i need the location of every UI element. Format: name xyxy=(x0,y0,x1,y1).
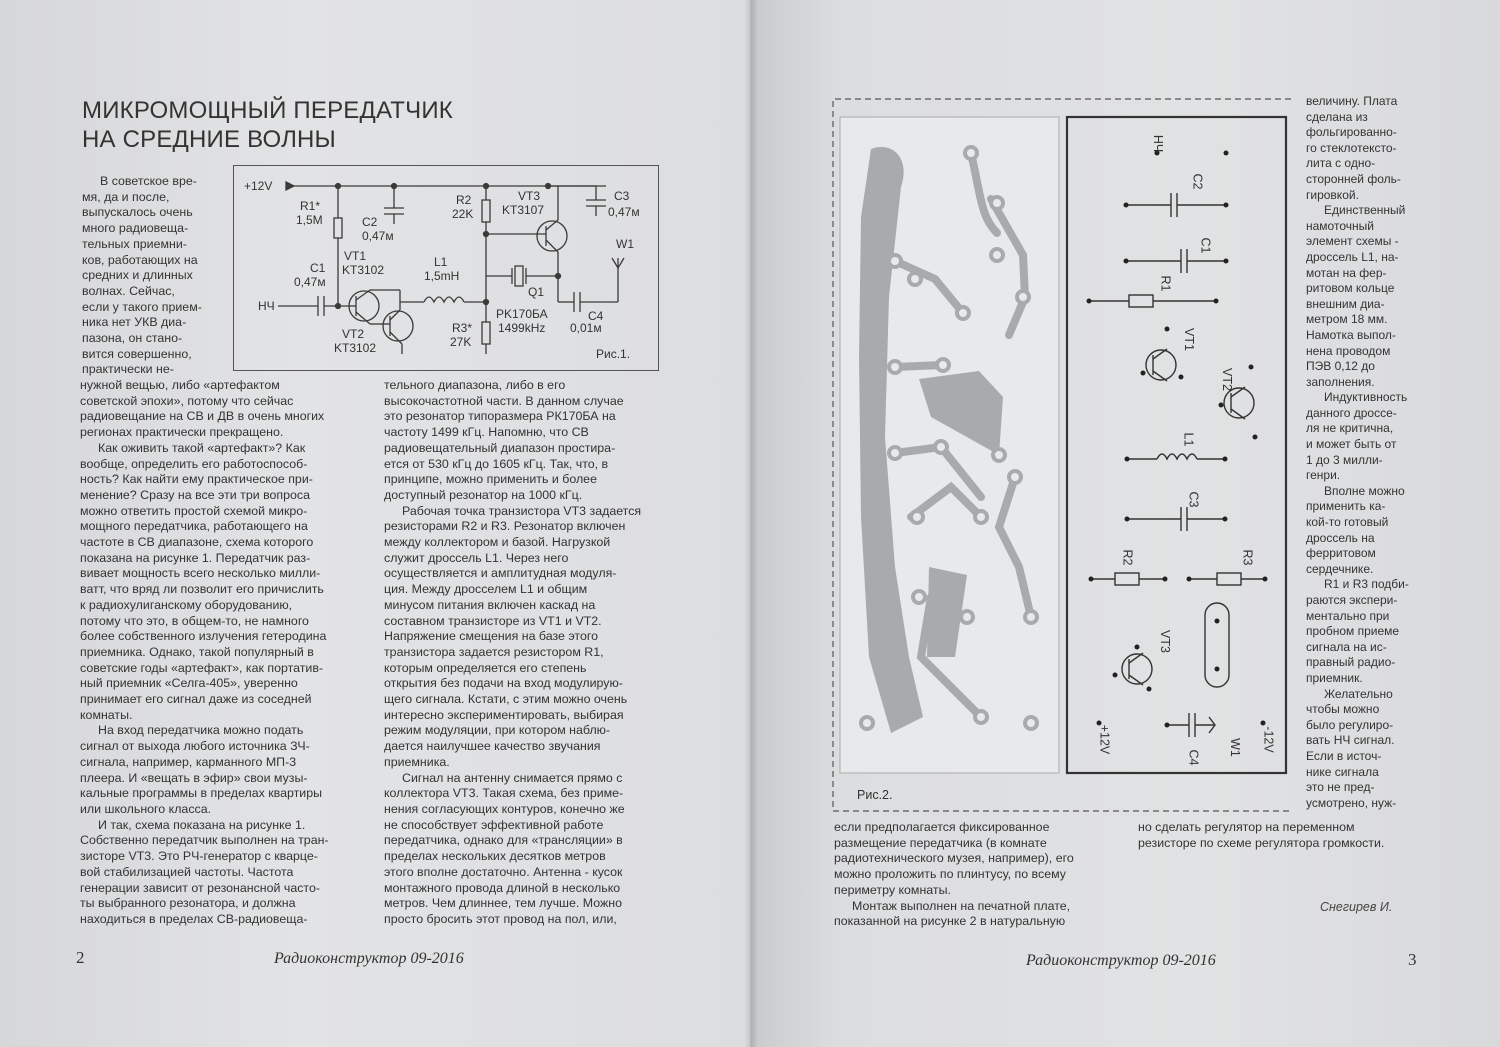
text-line: практически не- xyxy=(82,362,174,377)
text-line: Желательно xyxy=(1324,686,1393,701)
text-line: И так, схема показана на рисунке 1. xyxy=(98,817,306,832)
text-line: принципе, можно применить и более xyxy=(384,472,597,487)
text-line: периметру комнаты. xyxy=(834,882,951,897)
text-line: было регулиро- xyxy=(1306,717,1394,732)
text-line: R1 и R3 подби- xyxy=(1324,577,1409,592)
text-line: это резонатор типоразмера РК170БА на xyxy=(384,409,616,424)
pcb-label-vt1: VT1 xyxy=(1181,328,1196,351)
text-line: намоточный xyxy=(1306,218,1374,233)
label-c1-value: 0,47м xyxy=(294,275,326,289)
text-line: Вполне можно xyxy=(1324,483,1405,498)
text-line: пазона, он стано- xyxy=(82,331,183,346)
right-narrow-column xyxy=(1306,94,1416,811)
pcb-label-l1: L1 xyxy=(1181,432,1196,447)
pcb-label-r1: R1 xyxy=(1158,275,1173,292)
text-line: радиотехнического музея, например), его xyxy=(834,851,1074,866)
text-line: показанной на рисунке 2 в натуральную xyxy=(834,914,1066,929)
text-line: высокочастотной части. В данном случае xyxy=(384,393,624,408)
text-line: приемника. xyxy=(384,754,450,769)
left-footer-magazine: Радиоконструктор 09-2016 xyxy=(274,950,464,967)
text-line: приемник. xyxy=(1306,670,1363,685)
text-line: данного дроссе- xyxy=(1306,405,1397,420)
text-line: ется от 530 кГц до 1605 кГц. Так, что, в xyxy=(384,456,609,471)
label-vt2: VT2 xyxy=(342,327,365,341)
text-line: ментально при xyxy=(1306,608,1390,623)
text-line: коллектора VT3. Такая схема, без приме- xyxy=(384,786,624,801)
label-r2-value: 22K xyxy=(452,207,474,221)
text-line: пределах нескольких десятков метров xyxy=(384,849,606,864)
article-title-line-2: НА СРЕДНИЕ ВОЛНЫ xyxy=(82,126,337,153)
label-c3-value: 0,47м xyxy=(608,205,640,219)
text-line: вать НЧ сигнал. xyxy=(1306,733,1395,748)
text-line: В советское вре- xyxy=(100,174,197,188)
label-w1: W1 xyxy=(616,237,634,251)
text-line: выпускалось очень xyxy=(82,205,193,220)
pcb-label-c1: C1 xyxy=(1198,237,1213,254)
text-line: доступный резонатор на 1000 кГц. xyxy=(384,487,583,502)
text-line: не способствует эффективной работе xyxy=(384,817,604,832)
text-line: заполнения. xyxy=(1306,374,1375,389)
label-c3: C3 xyxy=(614,189,630,203)
text-line: служит дроссель L1. Через него xyxy=(384,550,569,565)
text-line: много радиовеща- xyxy=(82,221,189,236)
text-line: вообще, определить его работоспособ- xyxy=(80,456,308,471)
text-line: менение? Сразу на все эти три вопроса xyxy=(80,487,310,502)
text-line: вивает мощность всего несколько милли- xyxy=(80,566,321,581)
text-line: сигнала, например, карманного МП-3 xyxy=(80,754,297,769)
text-line: кой-то готовый xyxy=(1306,515,1389,530)
text-line: Сигнал на антенну снимается прямо с xyxy=(402,770,623,785)
text-line: но сделать регулятор на переменном xyxy=(1138,820,1355,834)
text-line: нения согласующих контуров, конечно же xyxy=(384,801,625,816)
label-resonator: PK170БА xyxy=(496,307,548,321)
pcb-label-w1: W1 xyxy=(1227,738,1242,757)
text-line: показана на рисунке 1. Передатчик раз- xyxy=(80,550,311,565)
text-line: потому что это, в общем-то, не намного xyxy=(80,613,309,628)
text-line: тельных приемни- xyxy=(82,236,187,251)
pcb-label-r2: R2 xyxy=(1120,549,1135,566)
text-line: мотан на фер- xyxy=(1306,265,1387,280)
text-line: сердечнике. xyxy=(1306,561,1374,576)
label-vt1-value: KT3102 xyxy=(342,263,385,277)
text-line: дроссель L1, на- xyxy=(1306,249,1399,264)
text-line: На вход передатчика можно подать xyxy=(98,723,304,738)
text-line: чтобы можно xyxy=(1306,702,1380,717)
text-line: вится совершенно, xyxy=(82,346,192,361)
text-line: монтажного провода длиной в несколько xyxy=(384,880,621,895)
text-line: фольгированно- xyxy=(1306,125,1397,140)
text-line: дроссель на xyxy=(1306,530,1375,545)
pcb-label-c3: C3 xyxy=(1186,491,1201,508)
text-line: лита с одно- xyxy=(1306,156,1376,171)
pcb-drawing xyxy=(831,97,1293,815)
text-line: сторонней фоль- xyxy=(1306,171,1401,186)
text-line: вой стабилизацией частоты. Частота xyxy=(80,864,294,879)
text-line: интересно экспериментировать, выбирая xyxy=(384,707,624,722)
text-line: и может быть от xyxy=(1306,437,1397,452)
text-line: находиться в пределах СВ-радиовеща- xyxy=(80,911,308,926)
text-line: если предполагается фиксированное xyxy=(834,820,1050,834)
pcb-label-c4: C4 xyxy=(1186,749,1201,766)
text-line: комнаты. xyxy=(80,707,133,722)
label-q1: Q1 xyxy=(528,285,545,299)
text-line: Индуктивность xyxy=(1324,390,1408,405)
text-line: правный радио- xyxy=(1306,655,1396,670)
label-r2: R2 xyxy=(456,193,472,207)
text-line: 1 до 3 милли- xyxy=(1306,452,1383,467)
text-line: ритовом кольце xyxy=(1306,281,1395,296)
label-vt3: VT3 xyxy=(518,189,541,203)
text-line: Собственно передатчик выполнен на тран- xyxy=(80,833,329,848)
text-line: метром 18 мм. xyxy=(1306,312,1388,327)
label-c2-value: 0,47м xyxy=(362,229,394,243)
label-r1-value: 1,5M xyxy=(296,213,323,227)
text-line: сигнал от выхода любого источника ЗЧ- xyxy=(80,739,310,754)
label-resonator-frequency: 1499kHz xyxy=(498,321,546,335)
text-line: Рабочая точка транзистора VT3 задается xyxy=(402,503,642,518)
text-line: применить ка- xyxy=(1306,499,1386,514)
left-column-1 xyxy=(80,378,356,928)
text-line: которым определяется его степень xyxy=(384,660,587,675)
text-line: радиовещательный диапазон простира- xyxy=(384,440,616,455)
text-line: резисторами R2 и R3. Резонатор включен xyxy=(384,519,626,534)
text-line: ПЭВ 0,12 до xyxy=(1306,359,1375,374)
left-column-2 xyxy=(384,378,659,928)
text-line: просто бросить этот провод на пол, или, xyxy=(384,911,617,926)
label-nch-input: НЧ xyxy=(258,299,275,313)
text-line: нена проводом xyxy=(1306,343,1391,358)
pcb-label-nch: НЧ xyxy=(1151,134,1166,153)
text-line: можно ответить простой схемой микро- xyxy=(80,503,308,518)
text-line: ность? Как найти ему практическое при- xyxy=(80,472,313,487)
text-line: нужной вещью, либо «артефактом xyxy=(80,378,280,392)
right-bottom-column-2 xyxy=(1138,820,1418,851)
text-line: Единственный xyxy=(1324,203,1406,218)
article-title xyxy=(82,96,453,154)
text-line: генри. xyxy=(1306,468,1341,483)
text-line: частоту 1499 кГц. Напомню, что СВ xyxy=(384,425,589,440)
text-line: радиовещание на СВ и ДВ в очень многих xyxy=(80,409,325,424)
right-footer-magazine: Радиоконструктор 09-2016 xyxy=(1026,952,1216,969)
label-vt1: VT1 xyxy=(344,249,367,263)
text-line: советской эпохи», потому что сейчас xyxy=(80,393,294,408)
pcb-label-minus12v: -12V xyxy=(1261,726,1276,753)
text-line: транзистора задается резистором R1, xyxy=(384,644,604,659)
text-line: Как оживить такой «артефакт»? Как xyxy=(98,440,306,455)
text-line: раются экспери- xyxy=(1306,593,1398,607)
text-line: Напряжение смещения на базе этого xyxy=(384,629,598,644)
pcb-label-plus12v: +12V xyxy=(1097,724,1112,755)
text-line: размещение передатчика (в комнате xyxy=(834,835,1047,850)
label-c1: C1 xyxy=(310,261,326,275)
text-line: нике сигнала xyxy=(1306,764,1379,779)
pcb-label-vt3: VT3 xyxy=(1157,630,1172,653)
right-page-number: 3 xyxy=(1408,950,1417,969)
text-line: более собственного излучения гетеродина xyxy=(80,629,327,644)
label-r3-value: 27K xyxy=(450,335,472,349)
text-line: ферритовом xyxy=(1306,546,1376,561)
pcb-label-c2: C2 xyxy=(1190,173,1205,190)
figure-1-caption: Рис.1. xyxy=(596,347,631,361)
text-line: го стеклотексто- xyxy=(1306,140,1397,155)
text-line: мя, да и после, xyxy=(82,189,170,204)
page-gutter xyxy=(744,0,758,1047)
text-line: плеера. И «вещать в эфир» свои музы- xyxy=(80,770,308,785)
text-line: Монтаж выполнен на печатной плате, xyxy=(852,898,1071,913)
article-author: Снегирев И. xyxy=(1320,900,1393,914)
text-line: величину. Плата xyxy=(1306,94,1398,108)
text-line: ция. Между дросселем L1 и общим xyxy=(384,582,588,597)
text-line: сделана из xyxy=(1306,109,1368,124)
text-line: сигнала на ис- xyxy=(1306,639,1387,654)
text-line: этого вполне достаточно. Антенна - кусок xyxy=(384,864,623,879)
text-line: минусом питания включен каскад на xyxy=(384,597,596,612)
text-line: ков, работающих на xyxy=(82,252,198,267)
pcb-label-r3: R3 xyxy=(1240,549,1255,566)
left-page-number: 2 xyxy=(76,948,85,967)
text-line: средних и длинных xyxy=(82,268,193,283)
text-line: зисторе VT3. Это РЧ-генератор с кварце- xyxy=(80,849,318,864)
text-line: ника нет УКВ диа- xyxy=(82,315,187,330)
text-line: частоте в СВ диапазоне, схема которого xyxy=(80,535,314,550)
text-line: Если в источ- xyxy=(1306,748,1382,763)
text-line: режим модуляции, при котором наблю- xyxy=(384,723,611,738)
right-bottom-column-1 xyxy=(834,820,1112,930)
text-line: Намотка выпол- xyxy=(1306,327,1396,342)
label-vt3-value: KT3107 xyxy=(502,203,545,217)
label-l1: L1 xyxy=(434,255,448,269)
pcb-label-vt2: VT2 xyxy=(1219,368,1234,391)
text-line: ля не критична, xyxy=(1306,421,1394,436)
text-line: генерации зависит от резонансной часто- xyxy=(80,880,320,895)
figure-2-pcb xyxy=(831,97,1293,815)
text-line: открытия без подачи на вход модулирую- xyxy=(384,676,623,691)
figure-1-schematic xyxy=(233,165,659,371)
text-line: гировкой. xyxy=(1306,187,1359,202)
text-line: тельного диапазона, либо в его xyxy=(384,378,566,392)
text-line: между коллектором и базой. Нагрузкой xyxy=(384,535,611,550)
label-plus12v: +12V xyxy=(244,179,273,193)
left-column-1-top xyxy=(82,174,215,378)
text-line: можно проложить по плинтусу, по всему xyxy=(834,867,1066,882)
text-line: ный приемник «Селга-405», уверенно xyxy=(80,676,298,691)
text-line: волнах. Сейчас, xyxy=(82,283,175,298)
label-c4-value: 0,01м xyxy=(570,321,602,335)
text-line: элемент схемы - xyxy=(1306,234,1399,249)
article-title-line-1: МИКРОМОЩНЫЙ ПЕРЕДАТЧИК xyxy=(82,97,453,124)
text-line: внешним диа- xyxy=(1306,296,1385,311)
text-line: метров. Чем длиннее, тем лучше. Можно xyxy=(384,896,622,911)
text-line: или школьного класса. xyxy=(80,801,212,816)
label-vt2-value: KT3102 xyxy=(334,341,377,355)
text-line: составном транзисторе из VT1 и VT2. xyxy=(384,613,602,628)
label-r1: R1* xyxy=(300,199,321,213)
text-line: приемника. Однако, такой популярный в xyxy=(80,644,314,659)
text-line: щего сигнала. Кстати, с этим можно очень xyxy=(384,692,628,707)
text-line: резисторе по схеме регулятора громкости. xyxy=(1138,835,1385,850)
text-line: ты выбранного резонатора, и должна xyxy=(80,896,296,911)
label-l1-value: 1,5mH xyxy=(424,269,460,283)
text-line: пробном приеме xyxy=(1306,624,1400,639)
figure-2-caption: Рис.2. xyxy=(857,788,893,802)
text-line: принимает его сигнал даже из соседней xyxy=(80,692,312,707)
text-line: дается наилучшее качество звучания xyxy=(384,739,601,754)
text-line: осуществляется и амплитудная модуля- xyxy=(384,566,617,581)
label-r3: R3* xyxy=(452,321,473,335)
text-line: это не пред- xyxy=(1306,780,1375,795)
label-c4: C4 xyxy=(588,309,604,323)
text-line: советские годы «артефакт», как портатив- xyxy=(80,660,324,675)
label-c2: C2 xyxy=(362,215,378,229)
text-line: если у такого прием- xyxy=(82,299,202,314)
text-line: мощного передатчика, работающего на xyxy=(80,519,308,534)
text-line: регионах практически прекращено. xyxy=(80,425,284,440)
text-line: усмотрено, нуж- xyxy=(1306,795,1397,810)
text-line: к радиохулиганскому оборудованию, xyxy=(80,597,293,612)
text-line: передатчика, однако для «трансляции» в xyxy=(384,833,623,848)
text-line: кальные программы в пределах квартиры xyxy=(80,786,323,801)
text-line: ватт, что вряд ли позволит его причислить xyxy=(80,582,324,597)
